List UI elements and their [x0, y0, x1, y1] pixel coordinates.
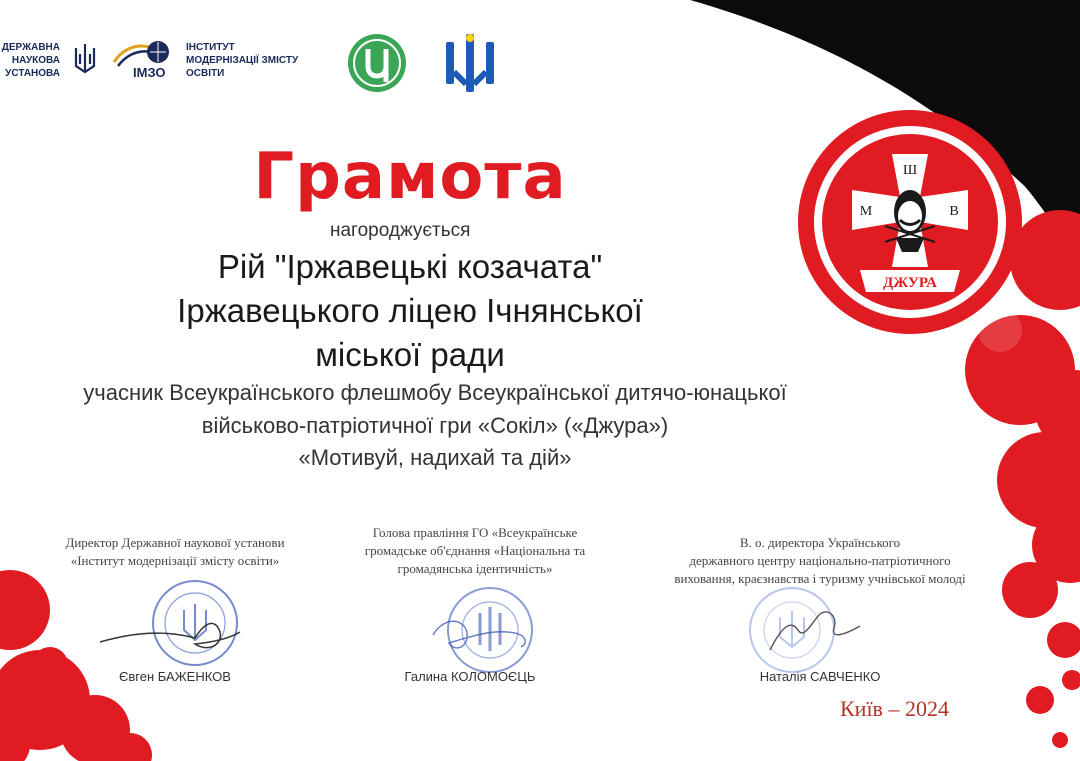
description-line-1: учасник Всеукраїнського флешмобу Всеукраїнської дитячо-юнацької — [83, 380, 787, 405]
signature-role-1: Директор Державної наукової установи «Інститут модернізації змісту освіти» — [65, 535, 285, 568]
org-label-left: ДЕРЖАВНА НАУКОВА УСТАНОВА — [1, 42, 60, 79]
red-dot — [1002, 562, 1058, 618]
recipient-line-2: Іржавецького ліцею Ічнянської — [177, 292, 643, 329]
red-dot — [32, 647, 68, 683]
emblem-top-letter: Ш — [902, 163, 918, 178]
red-dot — [54, 696, 86, 728]
green-u-logo — [346, 32, 408, 94]
emblem-left-letter: М — [859, 204, 873, 219]
org-label-right: ІНСТИТУТ МОДЕРНІЗАЦІЇ ЗМІСТУ ОСВІТИ — [186, 42, 299, 79]
red-dot — [978, 308, 1022, 352]
signature-3 — [760, 600, 870, 660]
dzhura-emblem — [830, 142, 990, 302]
recipient-line-3: міської ради — [315, 336, 505, 373]
description-line-2: військово-патріотичної гри «Сокіл» («Джура») — [201, 413, 669, 438]
signature-name-1: Євген БАЖЕНКОВ — [119, 669, 231, 684]
signature-2 — [425, 605, 545, 665]
red-dot — [1062, 670, 1080, 690]
emblem-right-letter: В — [949, 204, 959, 219]
signature-role-3: В. о. директора Українського державного центру національно-патріотичного виховання, краєзнавства і туризму учнівської молоді — [674, 535, 966, 586]
red-dot — [1052, 732, 1068, 748]
red-dot — [0, 570, 50, 650]
emblem-banner-text: ДЖУРА — [882, 275, 938, 291]
signature-1 — [95, 602, 245, 662]
place-and-year: Київ – 2024 — [840, 696, 949, 721]
signature-role-2: Голова правління ГО «Всеукраїнське громадське об'єднання «Національна та громадянська ідентичність» — [364, 525, 586, 576]
recipient-line-1: Рій "Іржавецькі козачата" — [217, 248, 603, 285]
imzo-label: ІМЗО — [133, 65, 166, 80]
red-dot — [1047, 622, 1080, 658]
signature-name-2: Галина КОЛОМОЄЦЬ — [404, 669, 536, 684]
blue-trident-logo — [442, 32, 498, 94]
trident-icon — [72, 42, 98, 78]
signature-name-3: Наталія САВЧЕНКО — [759, 669, 881, 684]
description-line-3: «Мотивуй, надихай та дій» — [298, 445, 572, 470]
certificate-title: Грамота — [253, 140, 567, 214]
red-dot — [1026, 686, 1054, 714]
awarded-text: нагороджується — [330, 220, 471, 241]
